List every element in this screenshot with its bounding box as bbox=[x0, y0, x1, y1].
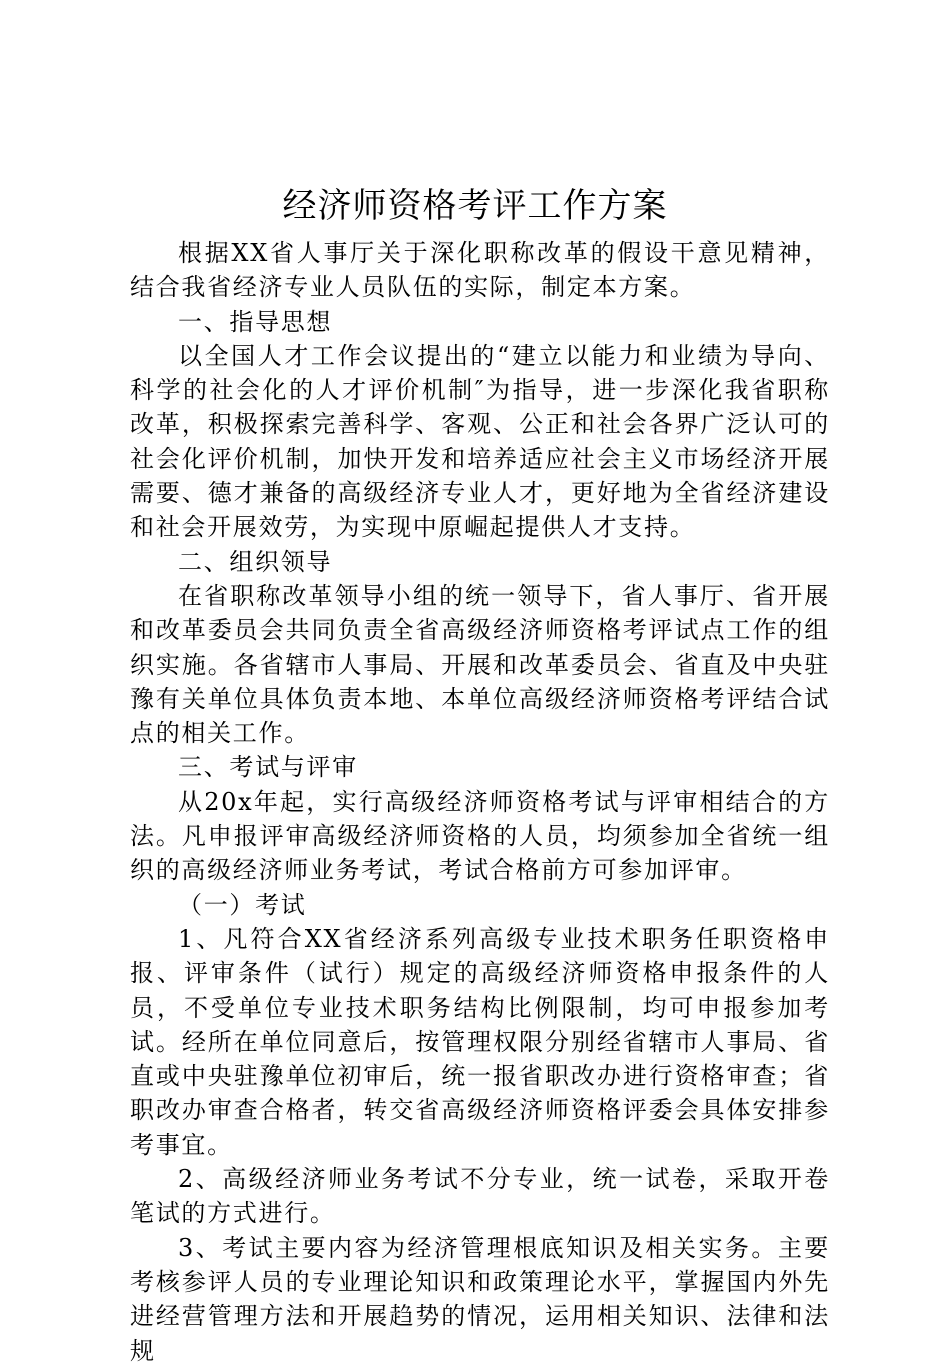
section-heading-guiding-ideology: 一、指导思想 bbox=[178, 307, 333, 336]
exam-review-paragraph: 从20x年起，实行高级经济师资格考试与评审相结合的方法。凡申报评审高级经济师资格的人员，均须参加全省统一组织的高级经济师业务考试，考试合格前方可参加评审。 bbox=[130, 787, 830, 885]
exam-item-3: 3、考试主要内容为经济管理根底知识及相关实务。主要考核参评人员的专业理论知识和政策理论水平，掌握国内外先进经营管理方法和开展趋势的情况，运用相关知识、法律和法规 bbox=[130, 1233, 830, 1365]
guiding-ideology-paragraph: 以全国人才工作会议提出的“建立以能力和业绩为导向、科学的社会化的人才评价机制″为指导，进一步深化我省职称改革，积极探索完善科学、客观、公正和社会各界广泛认可的社会化评价机制，加快开发和培养适应社会主义市场经济开展需要、德才兼备的高级经济专业人才，更好地为全省经济建设和社会开展效劳，为实现中原崛起提供人才支持。 bbox=[130, 341, 830, 542]
organization-paragraph: 在省职称改革领导小组的统一领导下，省人事厅、省开展和改革委员会共同负责全省高级经济师资格考评试点工作的组织实施。各省辖市人事局、开展和改革委员会、省直及中央驻豫有关单位具体负责本地、本单位高级经济师资格考评结合试点的相关工作。 bbox=[130, 581, 830, 748]
section-heading-organization: 二、组织领导 bbox=[178, 547, 333, 576]
exam-item-1: 1、凡符合XX省经济系列高级专业技术职务任职资格申报、评审条件（试行）规定的高级经济师资格申报条件的人员，不受单位专业技术职务结构比例限制，均可申报参加考试。经所在单位同意后，按管理权限分别经省辖市人事局、省直或中央驻豫单位初审后，统一报省职改办进行资格审查；省职改办审查合格者，转交省高级经济师资格评委会具体安排参考事宜。 bbox=[130, 924, 830, 1159]
subsection-heading-exam: （一）考试 bbox=[178, 890, 307, 919]
section-heading-exam-review: 三、考试与评审 bbox=[178, 753, 358, 782]
document-body bbox=[130, 236, 830, 1368]
document-title: 经济师资格考评工作方案 bbox=[282, 186, 668, 226]
exam-item-2: 2、高级经济师业务考试不分专业，统一试卷，采取开卷笔试的方式进行。 bbox=[130, 1165, 830, 1228]
intro-paragraph: 根据XX省人事厅关于深化职称改革的假设干意见精神，结合我省经济专业人员队伍的实际，制定本方案。 bbox=[130, 239, 830, 302]
